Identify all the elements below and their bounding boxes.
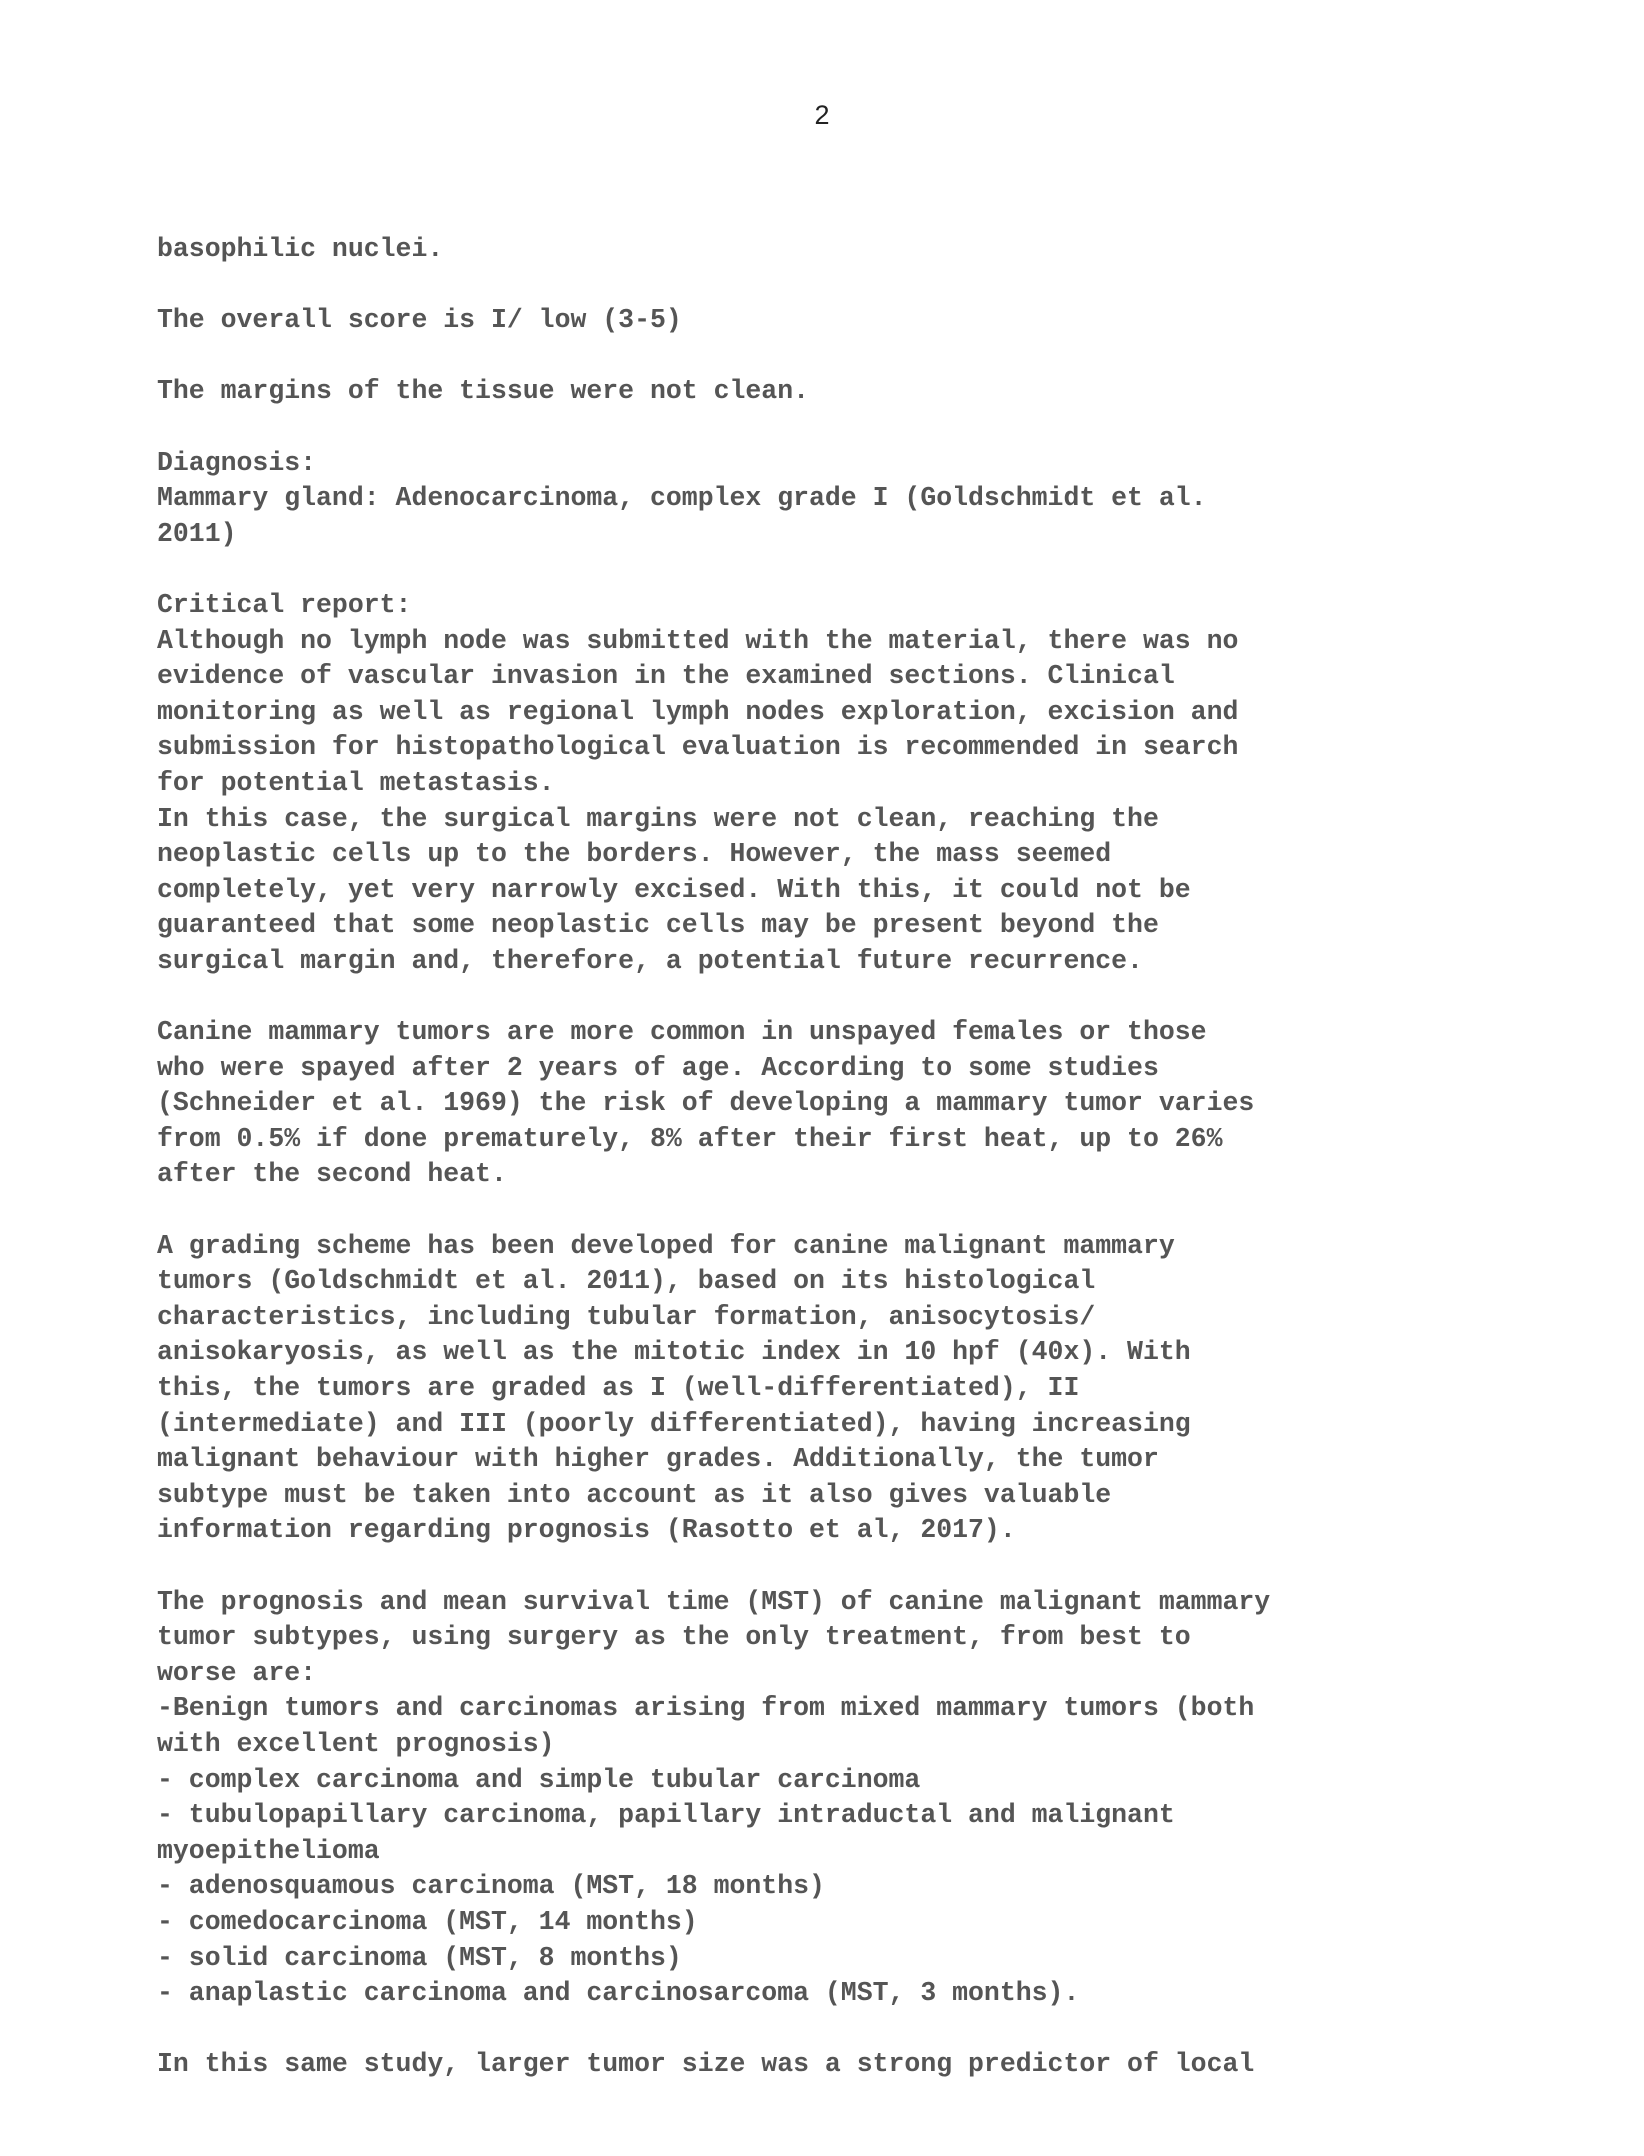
- text-line: tumor subtypes, using surgery as the only treatment, from best to: [157, 1622, 1191, 1653]
- text-line: surgical margin and, therefore, a potential future recurrence.: [157, 945, 1143, 976]
- blank-line: [157, 339, 1577, 375]
- text-line: characteristics, including tubular formation, anisocytosis/: [157, 1301, 1096, 1332]
- text-line: Critical report:: [157, 589, 412, 620]
- text-line: The margins of the tissue were not clean.: [157, 376, 810, 407]
- text-line: tumors (Goldschmidt et al. 2011), based on its histological: [157, 1266, 1096, 1297]
- text-line: Diagnosis:: [157, 447, 317, 478]
- blank-line: [157, 1193, 1577, 1229]
- text-line: - anaplastic carcinoma and carcinosarcoma (MST, 3 months).: [157, 1978, 1080, 2009]
- text-line: A grading scheme has been developed for canine malignant mammary: [157, 1230, 1175, 1261]
- text-line: malignant behaviour with higher grades. Additionally, the tumor: [157, 1444, 1159, 1475]
- text-line: - comedocarcinoma (MST, 14 months): [157, 1906, 698, 1937]
- text-line: with excellent prognosis): [157, 1728, 555, 1759]
- text-line: The prognosis and mean survival time (MST) of canine malignant mammary: [157, 1586, 1271, 1617]
- text-line: subtype must be taken into account as it also gives valuable: [157, 1479, 1112, 1510]
- text-line: who were spayed after 2 years of age. According to some studies: [157, 1052, 1159, 1083]
- report-body: [157, 232, 1577, 2083]
- text-line: - adenosquamous carcinoma (MST, 18 months): [157, 1871, 825, 1902]
- blank-line: [157, 1549, 1577, 1585]
- page-number: 2: [814, 100, 830, 130]
- text-line: after the second heat.: [157, 1159, 507, 1190]
- text-line: In this case, the surgical margins were not clean, reaching the: [157, 803, 1159, 834]
- text-line: worse are:: [157, 1657, 317, 1688]
- text-line: evidence of vascular invasion in the examined sections. Clinical: [157, 661, 1175, 692]
- text-line: The overall score is I/ low (3-5): [157, 305, 682, 336]
- text-line: guaranteed that some neoplastic cells may be present beyond the: [157, 910, 1159, 941]
- blank-line: [157, 2012, 1577, 2048]
- text-line: (intermediate) and III (poorly differentiated), having increasing: [157, 1408, 1191, 1439]
- text-line: submission for histopathological evaluation is recommended in search: [157, 732, 1239, 763]
- text-line: Canine mammary tumors are more common in unspayed females or those: [157, 1017, 1207, 1048]
- text-line: completely, yet very narrowly excised. With this, it could not be: [157, 874, 1191, 905]
- text-line: - solid carcinoma (MST, 8 months): [157, 1942, 682, 1973]
- text-line: anisokaryosis, as well as the mitotic index in 10 hpf (40x). With: [157, 1337, 1191, 1368]
- text-line: neoplastic cells up to the borders. However, the mass seemed: [157, 839, 1112, 870]
- text-line: Although no lymph node was submitted with the material, there was no: [157, 625, 1239, 656]
- text-line: basophilic nuclei.: [157, 234, 444, 264]
- text-line: information regarding prognosis (Rasotto et al, 2017).: [157, 1515, 1016, 1546]
- blank-line: [157, 979, 1577, 1015]
- blank-line: [157, 410, 1577, 446]
- text-line: monitoring as well as regional lymph nodes exploration, excision and: [157, 696, 1239, 727]
- text-line: - tubulopapillary carcinoma, papillary intraductal and malignant: [157, 1800, 1175, 1831]
- text-line: Mammary gland: Adenocarcinoma, complex grade I (Goldschmidt et al.: [157, 483, 1207, 514]
- blank-line: [157, 552, 1577, 588]
- text-line: this, the tumors are graded as I (well-differentiated), II: [157, 1373, 1080, 1403]
- text-line: from 0.5% if done prematurely, 8% after their first heat, up to 26%: [157, 1123, 1223, 1154]
- text-line: - complex carcinoma and simple tubular carcinoma: [157, 1764, 921, 1795]
- text-line: for potential metastasis.: [157, 767, 555, 798]
- text-line: -Benign tumors and carcinomas arising from mixed mammary tumors (both: [157, 1693, 1255, 1724]
- blank-line: [157, 268, 1577, 304]
- text-line: 2011): [157, 518, 237, 549]
- text-line: In this same study, larger tumor size was a strong predictor of local: [157, 2049, 1255, 2080]
- text-line: (Schneider et al. 1969) the risk of developing a mammary tumor varies: [157, 1088, 1255, 1119]
- text-line: myoepithelioma: [157, 1835, 380, 1866]
